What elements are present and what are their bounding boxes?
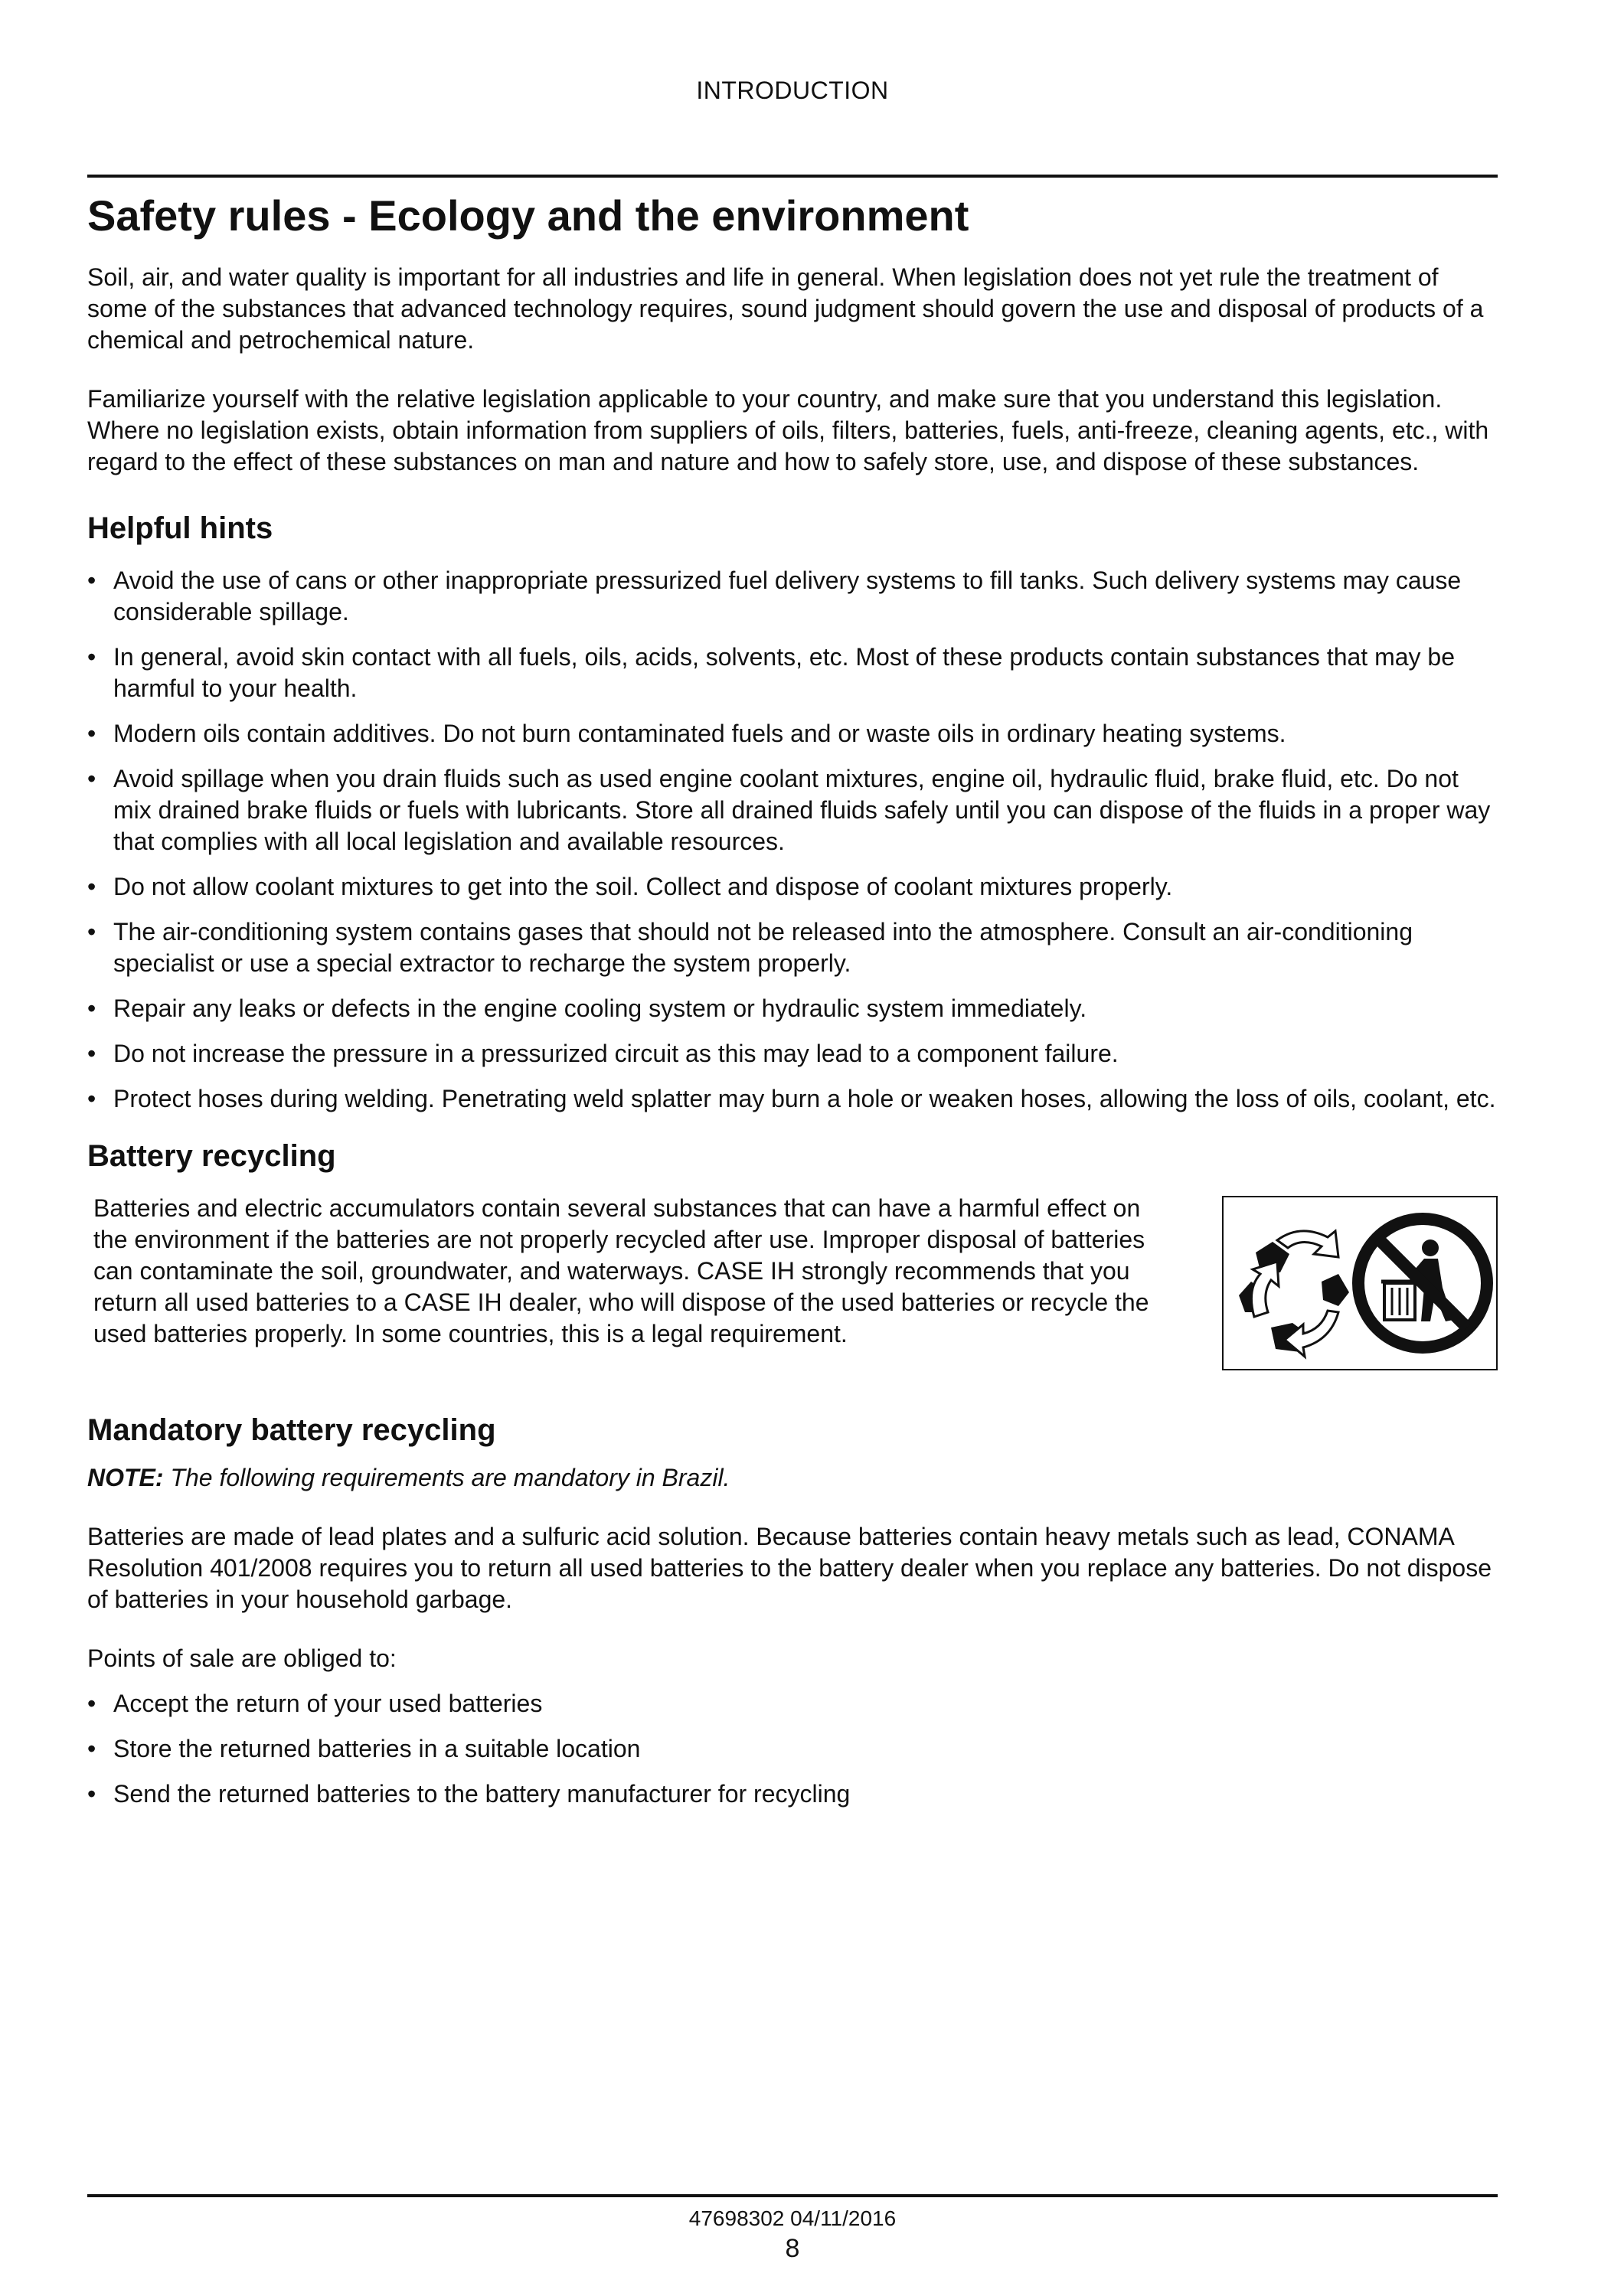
mandatory-recycling-heading: Mandatory battery recycling xyxy=(87,1413,496,1447)
list-item xyxy=(87,1778,1498,1810)
list-item-text: Avoid spillage when you drain fluids such as used engine coolant mixtures, engine oil, hydraulic fluid, brake fluid, etc. Do not mix drained brake fluids or fuels with lubricants. Store all drained fluids safely until you can dispose of the fluids in a proper way that complies with all local legislation and available resources. xyxy=(113,765,1491,855)
running-header: INTRODUCTION xyxy=(696,77,889,104)
list-item-text: In general, avoid skin contact with all fuels, oils, acids, solvents, etc. Most of these products contain substances that may be harmful to your health. xyxy=(113,643,1456,702)
helpful-hints-heading: Helpful hints xyxy=(87,511,273,545)
no-trash-disposal-icon xyxy=(1358,1219,1487,1347)
battery-recycling-block xyxy=(87,1193,1498,1370)
bullet-icon: • xyxy=(87,765,96,792)
recycling-figure xyxy=(1222,1196,1498,1370)
list-item xyxy=(87,1038,1498,1070)
bullet-icon: • xyxy=(87,643,96,671)
list-item-text: Modern oils contain additives. Do not burn contaminated fuels and or waste oils in ordinary heating systems. xyxy=(113,720,1286,747)
list-item-text: Store the returned batteries in a suitable location xyxy=(113,1735,641,1762)
intro-paragraph-1: Soil, air, and water quality is important for all industries and life in general. When legislation does not yet rule the treatment of some of the substances that advanced technology requires, sound judgment should govern the use and disposal of products of a chemical and petrochemical nature. xyxy=(87,263,1484,354)
manual-page xyxy=(87,0,1498,2296)
bullet-icon: • xyxy=(87,873,96,900)
list-item-text: Repair any leaks or defects in the engine cooling system or hydraulic system immediately. xyxy=(113,994,1087,1022)
page-content xyxy=(87,182,1498,1824)
footer-rule xyxy=(87,2194,1498,2197)
bullet-icon: • xyxy=(87,720,96,747)
recycle-icon xyxy=(1239,1231,1349,1357)
bullet-icon: • xyxy=(87,994,96,1022)
list-item xyxy=(87,993,1498,1024)
helpful-hints-list xyxy=(87,565,1498,1115)
list-item xyxy=(87,871,1498,903)
list-item xyxy=(87,1083,1498,1115)
list-item xyxy=(87,565,1498,628)
list-item xyxy=(87,642,1498,704)
note-text: The following requirements are mandatory in Brazil. xyxy=(163,1464,730,1491)
list-item-text: Avoid the use of cans or other inappropriate pressurized fuel delivery systems to fill tanks. Such delivery systems may cause considerable spillage. xyxy=(113,567,1462,625)
list-item-text: Protect hoses during welding. Penetrating weld splatter may burn a hole or weaken hoses, allowing the loss of oils, coolant, etc. xyxy=(113,1085,1496,1112)
list-item-text: The air-conditioning system contains gases that should not be released into the atmosphere. Consult an air-conditioning specialist or use a special extractor to recharge the system properly. xyxy=(113,918,1413,977)
intro-paragraph-2: Familiarize yourself with the relative legislation applicable to your country, and make sure that you understand this legislation. Where no legislation exists, obtain information from suppliers of oils, filters, batteries, fuels, anti-freeze, cleaning agents, etc., with regard to the effect of these substances on man and nature and how to safely store, use, and dispose of these substances. xyxy=(87,385,1489,475)
bullet-icon: • xyxy=(87,918,96,946)
mandatory-paragraph: Batteries are made of lead plates and a sulfuric acid solution. Because batteries contain heavy metals such as lead, CONAMA Resolution 401/2008 requires you to return all used batteries to the battery dealer when you replace any batteries. Do not dispose of batteries in your household garbage. xyxy=(87,1523,1492,1613)
obliged-paragraph: Points of sale are obliged to: xyxy=(87,1644,397,1672)
header-rule xyxy=(87,175,1498,178)
document-code: 47698302 04/11/2016 xyxy=(688,2206,897,2230)
battery-recycling-text: Batteries and electric accumulators contain several substances that can have a harmful effect on the environment if the batteries are not properly recycled after use. Improper disposal of batteries can contaminate the soil, groundwater, and waterways. CASE IH strongly recommends that you return all used batteries to a CASE IH dealer, who will dispose of the used batteries or recycle the used batteries properly. In some countries, this is a legal requirement. xyxy=(93,1194,1149,1347)
page-number: 8 xyxy=(785,2234,800,2263)
bullet-icon: • xyxy=(87,567,96,594)
list-item xyxy=(87,718,1498,750)
bullet-icon: • xyxy=(87,1690,96,1717)
list-item-text: Accept the return of your used batteries xyxy=(113,1690,543,1717)
battery-recycling-heading: Battery recycling xyxy=(87,1139,336,1173)
note-paragraph xyxy=(87,1462,1498,1494)
bullet-icon: • xyxy=(87,1780,96,1808)
note-label: NOTE: xyxy=(87,1464,164,1491)
list-item xyxy=(87,916,1498,979)
list-item-text: Do not allow coolant mixtures to get into the soil. Collect and dispose of coolant mixtures properly. xyxy=(113,873,1173,900)
list-item-text: Send the returned batteries to the battery manufacturer for recycling xyxy=(113,1780,851,1808)
recycling-figure-art xyxy=(1224,1197,1496,1369)
list-item xyxy=(87,763,1498,857)
list-item xyxy=(87,1688,1498,1720)
bullet-icon: • xyxy=(87,1735,96,1762)
page-title: Safety rules - Ecology and the environment xyxy=(87,191,969,240)
list-item xyxy=(87,1733,1498,1765)
bullet-icon: • xyxy=(87,1040,96,1067)
obligations-list xyxy=(87,1688,1498,1810)
list-item-text: Do not increase the pressure in a pressurized circuit as this may lead to a component failure. xyxy=(113,1040,1119,1067)
bullet-icon: • xyxy=(87,1085,96,1112)
